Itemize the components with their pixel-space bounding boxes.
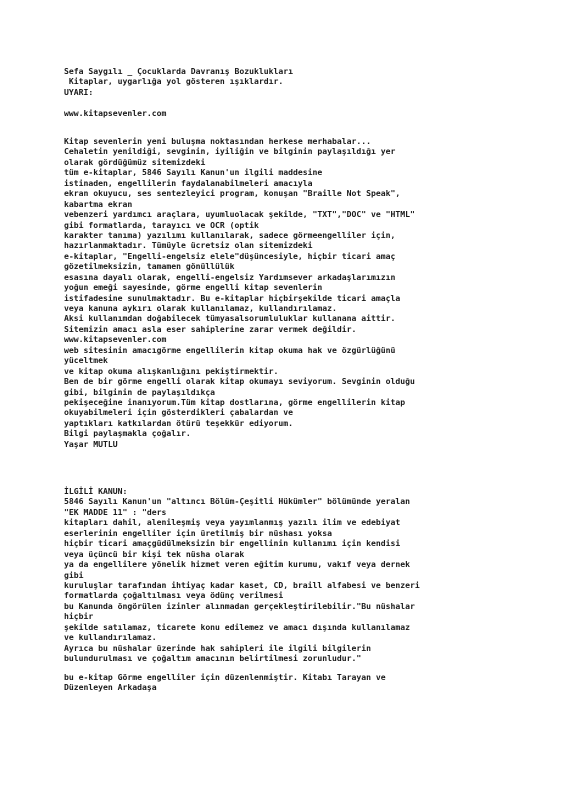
law-line: 5846 Sayılı Kanun'un "altıncı Bölüm-Çeşitli Hükümler" bölümünde yeralan — [64, 496, 410, 507]
notice-line: ekran okuyucu, ses sentezleyici program, konuşan "Braille Not Speak", — [64, 188, 401, 199]
notice-line: istifadesine sunulmaktadır. Bu e-kitaplar hiçbirşekilde ticari amaçla — [64, 292, 401, 303]
notice-line: gibi, bilginin de paylaşıldıkça — [64, 386, 216, 397]
law-line: bulundurulması ve çoğaltım amacının belirtilmesi zorunludur." — [64, 653, 362, 663]
footer-line: Düzenleyen Arkadaşa — [64, 682, 157, 693]
law-line: hiçbir ticari amaçgüdülmeksizin bir engellinin kullanımı için kendisi — [64, 538, 401, 549]
notice-line: esasına dayalı olarak, engelli-engelsiz Yardımsever arkadaşlarımızın — [64, 271, 396, 282]
header-line — [64, 97, 534, 107]
notice-line: Kitap sevenlerin yeni buluşma noktasından herkese merhabalar... — [64, 136, 371, 146]
notice-line: olarak gördüğümüz sitemizdeki — [64, 156, 206, 167]
header-block — [64, 66, 534, 118]
footer-line: bu e-kitap Görme engelliler için düzenlenmiştir. Kitabı Tarayan ve — [64, 672, 386, 682]
notice-line: e-kitaplar, "Engelli-engelsiz elele"düşüncesiyle, hiçbir ticari amaç — [64, 250, 396, 261]
notice-line: ve kitap okuma alışkanlığını pekiştirmektir. — [64, 365, 279, 376]
notice-line: yoğun emeği sayesinde, görme engelli kitap sevenlerin — [64, 282, 323, 293]
law-line: "EK MADDE 11" : "ders — [64, 506, 167, 517]
law-line: İLGİLİ KANUN: — [64, 486, 128, 496]
law-line: şekilde satılamaz, ticarete konu edilemez ve amacı dışında kullanılamaz — [64, 621, 410, 632]
notice-line: Aksi kullanımdan doğabilecek tümyasalsorumluluklar kullanana aittir. — [64, 313, 396, 324]
notice-line: gözetilmeksizin, tamamen gönüllülük — [64, 261, 235, 272]
header-line: www.kitapsevenler.com — [64, 107, 167, 118]
law-line: gibi — [64, 569, 84, 580]
law-line: formatlarda çoğaltılması veya ödünç verilmesi — [64, 590, 284, 601]
notice-block — [64, 136, 534, 449]
notice-line: istinaden, engellilerin faydalanabilmeleri amacıyla — [64, 177, 313, 188]
footer-block — [64, 672, 534, 693]
law-line: kitapları dahil, alenileşmiş veya yayımlanmış yazılı ilim ve edebiyat — [64, 517, 401, 528]
law-line: Ayrıca bu nüshalar üzerinde hak sahipleri ile ilgili bilgilerin — [64, 642, 371, 653]
notice-line: Ben de bir görme engelli olarak kitap okumayı seviyorum. Sevginin olduğu — [64, 376, 415, 387]
law-line: ya da engellilere yönelik hizmet veren eğitim kurumu, vakıf veya dernek — [64, 559, 410, 570]
law-line: eserlerinin engelliler için üretilmiş bir nüshası yoksa — [64, 527, 333, 538]
notice-line: kabartma ekran — [64, 198, 133, 209]
notice-line: Yaşar MUTLU — [64, 438, 118, 449]
notice-line: hazırlanmaktadır. Tümüyle ücretsiz olan sitemizdeki — [64, 240, 313, 251]
header-line: UYARI: — [64, 86, 94, 97]
law-block — [64, 486, 534, 663]
law-line: bu Kanunda öngörülen izinler alınmadan gerçekleştirilebilir."Bu nüshalar — [64, 600, 415, 611]
notice-line: yaptıkları katkılardan ötürü teşekkür ediyorum. — [64, 417, 294, 428]
notice-line: tüm e-kitaplar, 5846 Sayılı Kanun'un ilgili maddesine — [64, 167, 323, 178]
notice-line: www.kitapsevenler.com — [64, 334, 167, 345]
law-line: kuruluşlar tarafından ihtiyaç kadar kaset, CD, braill alfabesi ve benzeri — [64, 579, 420, 590]
notice-line: okuyabilmeleri için gösterdikleri çabalardan ve — [64, 407, 294, 418]
notice-line: vebenzeri yardımcı araçlara, uyumluolacak şekilde, "TXT","DOC" ve "HTML" — [64, 209, 415, 220]
notice-line: veya kanuna aykırı olarak kullanılamaz, kullandırılamaz. — [64, 303, 337, 313]
header-line: Kitaplar, uygarlığa yol gösteren ışıklardır. — [64, 76, 284, 87]
header-line: Sefa Saygılı _ Çocuklarda Davranış Bozuklukları — [64, 66, 294, 76]
law-line: veya üçüncü bir kişi tek nüsha olarak — [64, 548, 245, 559]
notice-line: web sitesinin amacıgörme engellilerin kitap okuma hak ve özgürlüğünü — [64, 344, 396, 355]
law-line: hiçbir — [64, 611, 94, 622]
notice-line: yüceltmek — [64, 355, 108, 366]
notice-line: karakter tanıma) yazılımı kullanılarak, sadece görmeengelliler için, — [64, 229, 396, 240]
notice-line: Cehaletin yenildiği, sevginin, iyiliğin ve bilginin paylaşıldığı yer — [64, 146, 396, 157]
law-line: ve kullandırılamaz. — [64, 632, 157, 643]
notice-line: Sitemizin amacı asla eser sahiplerine zarar vermek değildir. — [64, 323, 357, 334]
notice-line: gibi formatlarda, tarayıcı ve OCR (optik — [64, 219, 259, 230]
notice-line: pekişeceğine inanıyorum.Tüm kitap dostlarına, görme engellilerin kitap — [64, 396, 406, 407]
notice-line: Bilgi paylaşmakla çoğalır. — [64, 428, 191, 439]
